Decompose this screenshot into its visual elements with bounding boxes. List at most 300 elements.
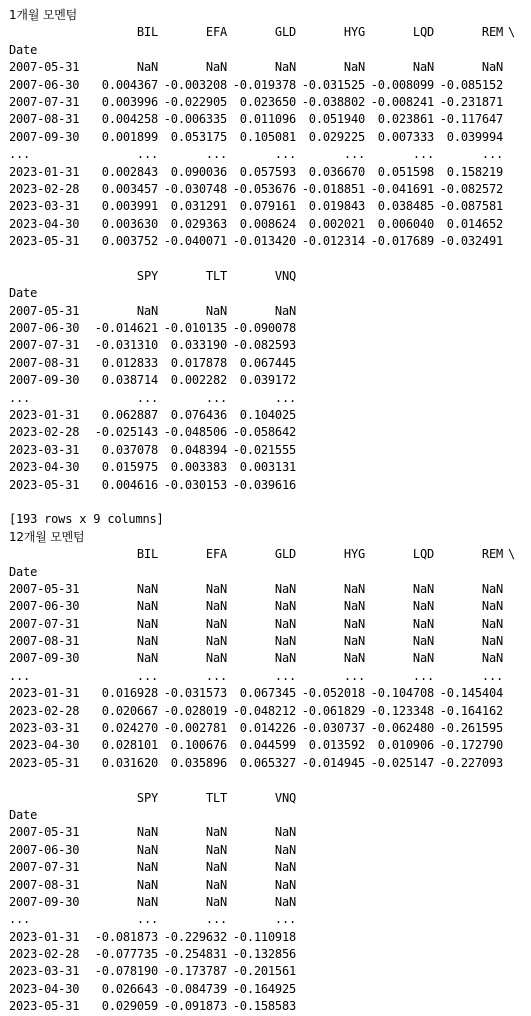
table-cell: NaN xyxy=(412,651,434,666)
column-header: REM xyxy=(481,25,503,40)
table-cell: -0.006335 xyxy=(163,112,227,127)
table-cell: ... xyxy=(136,912,158,927)
table-cell: NaN xyxy=(274,634,296,649)
table-cell: 0.039994 xyxy=(446,129,503,144)
table-cell: NaN xyxy=(412,599,434,614)
table-cell: -0.087581 xyxy=(439,199,503,214)
column-header: GLD xyxy=(274,547,296,562)
row-index: ... xyxy=(9,668,31,683)
row-index: 2023-05-31 xyxy=(9,999,80,1014)
table-cell: 0.033190 xyxy=(170,338,227,353)
table-row xyxy=(9,911,527,928)
table-cell: -0.058642 xyxy=(232,425,296,440)
row-index: 2023-05-31 xyxy=(9,234,80,249)
table-cell: NaN xyxy=(481,616,503,631)
table-cell: NaN xyxy=(343,616,365,631)
table-cell: -0.021555 xyxy=(232,442,296,457)
table-cell: -0.173787 xyxy=(163,964,227,979)
table-cell: NaN xyxy=(136,303,158,318)
table-cell: 0.019843 xyxy=(308,199,365,214)
table-cell: NaN xyxy=(205,60,227,75)
row-index: 2007-08-31 xyxy=(9,877,80,892)
table-cell: -0.081873 xyxy=(94,929,158,944)
table-row xyxy=(9,59,527,76)
table-cell: NaN xyxy=(205,634,227,649)
table-cell: 0.003752 xyxy=(101,234,158,249)
table-header-row xyxy=(9,24,527,41)
table-cell: 0.003991 xyxy=(101,199,158,214)
table-row xyxy=(9,477,527,494)
table-row xyxy=(9,755,527,772)
row-index: 2007-09-30 xyxy=(9,894,80,909)
table-cell: 0.023861 xyxy=(377,112,434,127)
row-index: 2007-08-31 xyxy=(9,355,80,370)
row-index: 2007-05-31 xyxy=(9,825,80,840)
table-row xyxy=(9,963,527,980)
table-cell: 0.024270 xyxy=(101,721,158,736)
table-cell: -0.085152 xyxy=(439,77,503,92)
table-cell: NaN xyxy=(274,894,296,909)
table-cell: -0.013420 xyxy=(232,234,296,249)
table-size-footer: [193 rows x 9 columns] xyxy=(9,512,164,527)
table-row xyxy=(9,824,527,841)
row-index: 2007-07-31 xyxy=(9,616,80,631)
table-cell: NaN xyxy=(481,581,503,596)
row-index: 2007-05-31 xyxy=(9,60,80,75)
row-index: 2007-09-30 xyxy=(9,651,80,666)
table-cell: NaN xyxy=(205,877,227,892)
table-row xyxy=(9,303,527,320)
table-cell: NaN xyxy=(136,616,158,631)
table-row xyxy=(9,407,527,424)
table-cell: NaN xyxy=(136,894,158,909)
table-cell: NaN xyxy=(136,599,158,614)
table-cell: -0.164925 xyxy=(232,981,296,996)
row-index: 2007-05-31 xyxy=(9,581,80,596)
table-row xyxy=(9,703,527,720)
table-cell: NaN xyxy=(481,599,503,614)
table-cell: NaN xyxy=(205,842,227,857)
table-cell: -0.082572 xyxy=(439,181,503,196)
table-cell: -0.164162 xyxy=(439,703,503,718)
table-cell: -0.032491 xyxy=(439,234,503,249)
table-cell: 0.004367 xyxy=(101,77,158,92)
row-index: 2007-06-30 xyxy=(9,77,80,92)
table-cell: 0.031291 xyxy=(170,199,227,214)
table-row xyxy=(9,720,527,737)
table-cell: -0.117647 xyxy=(439,112,503,127)
table-row xyxy=(9,181,527,198)
table-cell: ... xyxy=(205,668,227,683)
table-cell: NaN xyxy=(136,634,158,649)
table-cell: 0.038485 xyxy=(377,199,434,214)
table-cell: NaN xyxy=(343,634,365,649)
table-cell: 0.051940 xyxy=(308,112,365,127)
table-cell: -0.030737 xyxy=(301,721,365,736)
table-cell: NaN xyxy=(274,581,296,596)
table-row xyxy=(9,842,527,859)
table-cell: -0.053676 xyxy=(232,181,296,196)
table-header-row xyxy=(9,268,527,285)
table-cell: NaN xyxy=(136,651,158,666)
table-cell: 0.012833 xyxy=(101,355,158,370)
table-cell: NaN xyxy=(205,651,227,666)
row-index: 2007-09-30 xyxy=(9,129,80,144)
table-cell: ... xyxy=(481,668,503,683)
table-cell: -0.039616 xyxy=(232,477,296,492)
table-row xyxy=(9,650,527,667)
table-cell: -0.014945 xyxy=(301,755,365,770)
table-cell: ... xyxy=(205,912,227,927)
column-header: VNQ xyxy=(274,790,296,805)
table-cell: 0.044599 xyxy=(239,738,296,753)
row-index: 2023-04-30 xyxy=(9,460,80,475)
table-cell: 0.004258 xyxy=(101,112,158,127)
row-index: 2023-03-31 xyxy=(9,964,80,979)
table-row xyxy=(9,390,527,407)
table-cell: NaN xyxy=(412,634,434,649)
table-cell: NaN xyxy=(205,825,227,840)
row-index: ... xyxy=(9,147,31,162)
table-row xyxy=(9,233,527,250)
table-cell: 0.031620 xyxy=(101,755,158,770)
table-cell: -0.040071 xyxy=(163,234,227,249)
table-cell: 0.029363 xyxy=(170,216,227,231)
row-index: 2023-03-31 xyxy=(9,721,80,736)
table-cell: 0.037078 xyxy=(101,442,158,457)
table-row xyxy=(9,164,527,181)
column-header: EFA xyxy=(205,547,227,562)
table-cell: ... xyxy=(136,668,158,683)
row-index: 2007-05-31 xyxy=(9,303,80,318)
row-index: 2007-06-30 xyxy=(9,842,80,857)
table-cell: NaN xyxy=(205,599,227,614)
blank-line xyxy=(9,250,527,267)
row-index: 2023-01-31 xyxy=(9,929,80,944)
table-cell: 0.029225 xyxy=(308,129,365,144)
table-cell: -0.110918 xyxy=(232,929,296,944)
column-header: LQD xyxy=(412,25,434,40)
table-cell: 0.014226 xyxy=(239,721,296,736)
table-cell: -0.261595 xyxy=(439,721,503,736)
row-index: 2023-03-31 xyxy=(9,199,80,214)
index-name: Date xyxy=(9,286,38,301)
column-header: BIL xyxy=(136,25,158,40)
table-cell: -0.010135 xyxy=(163,321,227,336)
row-index: 2023-01-31 xyxy=(9,407,80,422)
table-cell: -0.031310 xyxy=(94,338,158,353)
table-cell: 0.038714 xyxy=(101,373,158,388)
table-cell: NaN xyxy=(274,60,296,75)
table-cell: -0.201561 xyxy=(232,964,296,979)
table-row xyxy=(9,929,527,946)
column-header: BIL xyxy=(136,547,158,562)
table-cell: -0.061829 xyxy=(301,703,365,718)
table-row xyxy=(9,216,527,233)
table-cell: -0.084739 xyxy=(163,981,227,996)
table-cell: 0.020667 xyxy=(101,703,158,718)
table-cell: NaN xyxy=(274,825,296,840)
table-cell: NaN xyxy=(481,651,503,666)
truncation-marker: \ xyxy=(507,547,515,562)
table-cell: 0.001899 xyxy=(101,129,158,144)
table-cell: 0.023650 xyxy=(239,94,296,109)
column-header: SPY xyxy=(136,268,158,283)
table-cell: 0.065327 xyxy=(239,755,296,770)
table-cell: -0.090078 xyxy=(232,321,296,336)
table-cell: 0.017878 xyxy=(170,355,227,370)
table-cell: -0.041691 xyxy=(370,181,434,196)
table-cell: 0.057593 xyxy=(239,164,296,179)
table-cell: 0.090036 xyxy=(170,164,227,179)
table-row xyxy=(9,459,527,476)
table-row xyxy=(9,129,527,146)
table-cell: 0.105081 xyxy=(239,129,296,144)
table-row xyxy=(9,859,527,876)
row-index: 2007-07-31 xyxy=(9,338,80,353)
table-row xyxy=(9,146,527,163)
table-row xyxy=(9,77,527,94)
column-header: TLT xyxy=(205,268,227,283)
table-cell: 0.051598 xyxy=(377,164,434,179)
index-name: Date xyxy=(9,564,38,579)
section-title: 12개월 모멘텀 xyxy=(9,529,85,544)
table-cell: NaN xyxy=(274,860,296,875)
table-cell: ... xyxy=(343,147,365,162)
row-index: ... xyxy=(9,390,31,405)
table-cell: 0.006040 xyxy=(377,216,434,231)
table-row xyxy=(9,616,527,633)
table-cell: 0.003457 xyxy=(101,181,158,196)
table-row xyxy=(9,998,527,1015)
table-cell: 0.015975 xyxy=(101,460,158,475)
table-row xyxy=(9,372,527,389)
column-header: HYG xyxy=(343,547,365,562)
table-cell: -0.031525 xyxy=(301,77,365,92)
table-cell: -0.028019 xyxy=(163,703,227,718)
table-row xyxy=(9,737,527,754)
table-row xyxy=(9,442,527,459)
table-cell: NaN xyxy=(274,303,296,318)
table-cell: -0.008099 xyxy=(370,77,434,92)
column-header: VNQ xyxy=(274,268,296,283)
table-cell: 0.002021 xyxy=(308,216,365,231)
console-output xyxy=(9,7,527,1016)
table-cell: ... xyxy=(274,390,296,405)
table-cell: 0.003383 xyxy=(170,460,227,475)
table-cell: ... xyxy=(274,668,296,683)
table-row xyxy=(9,111,527,128)
table-cell: 0.053175 xyxy=(170,129,227,144)
row-index: 2023-04-30 xyxy=(9,738,80,753)
row-index: ... xyxy=(9,912,31,927)
row-index: 2023-05-31 xyxy=(9,755,80,770)
table-cell: NaN xyxy=(343,599,365,614)
table-cell: 0.036670 xyxy=(308,164,365,179)
table-cell: 0.039172 xyxy=(239,373,296,388)
table-row xyxy=(9,981,527,998)
column-header: EFA xyxy=(205,25,227,40)
table-cell: ... xyxy=(412,668,434,683)
row-index: 2023-03-31 xyxy=(9,442,80,457)
table-cell: -0.019378 xyxy=(232,77,296,92)
table-row xyxy=(9,581,527,598)
table-cell: -0.227093 xyxy=(439,755,503,770)
index-name: Date xyxy=(9,42,38,57)
table-cell: -0.077735 xyxy=(94,947,158,962)
table-cell: ... xyxy=(205,390,227,405)
table-header-row xyxy=(9,546,527,563)
table-row xyxy=(9,424,527,441)
table-row xyxy=(9,894,527,911)
table-cell: -0.254831 xyxy=(163,947,227,962)
table-cell: 0.076436 xyxy=(170,407,227,422)
table-cell: ... xyxy=(136,147,158,162)
table-cell: -0.022905 xyxy=(163,94,227,109)
table-cell: -0.132856 xyxy=(232,947,296,962)
table-cell: 0.011096 xyxy=(239,112,296,127)
table-cell: NaN xyxy=(136,581,158,596)
table-cell: NaN xyxy=(274,877,296,892)
table-cell: -0.002781 xyxy=(163,721,227,736)
table-cell: NaN xyxy=(136,877,158,892)
table-cell: 0.003131 xyxy=(239,460,296,475)
table-cell: 0.003996 xyxy=(101,94,158,109)
table-row xyxy=(9,685,527,702)
row-index: 2007-07-31 xyxy=(9,860,80,875)
table-cell: NaN xyxy=(343,60,365,75)
table-cell: 0.048394 xyxy=(170,442,227,457)
table-cell: 0.158219 xyxy=(446,164,503,179)
table-cell: -0.091873 xyxy=(163,999,227,1014)
row-index: 2007-09-30 xyxy=(9,373,80,388)
table-cell: ... xyxy=(481,147,503,162)
table-cell: 0.016928 xyxy=(101,686,158,701)
table-cell: NaN xyxy=(274,842,296,857)
table-cell: 0.002843 xyxy=(101,164,158,179)
row-index: 2023-01-31 xyxy=(9,164,80,179)
table-cell: NaN xyxy=(205,303,227,318)
table-row xyxy=(9,598,527,615)
table-cell: -0.052018 xyxy=(301,686,365,701)
table-cell: 0.029059 xyxy=(101,999,158,1014)
table-cell: -0.030748 xyxy=(163,181,227,196)
table-cell: NaN xyxy=(343,651,365,666)
table-cell: NaN xyxy=(205,616,227,631)
table-cell: -0.012314 xyxy=(301,234,365,249)
table-header-row xyxy=(9,790,527,807)
table-cell: NaN xyxy=(412,60,434,75)
table-cell: -0.030153 xyxy=(163,477,227,492)
row-index: 2023-02-28 xyxy=(9,425,80,440)
table-cell: 0.010906 xyxy=(377,738,434,753)
column-header: SPY xyxy=(136,790,158,805)
row-index: 2023-04-30 xyxy=(9,981,80,996)
table-cell: -0.017689 xyxy=(370,234,434,249)
table-cell: -0.082593 xyxy=(232,338,296,353)
row-index: 2023-05-31 xyxy=(9,477,80,492)
table-cell: NaN xyxy=(274,616,296,631)
table-cell: ... xyxy=(412,147,434,162)
table-cell: 0.100676 xyxy=(170,738,227,753)
row-index: 2023-02-28 xyxy=(9,947,80,962)
row-index: 2007-06-30 xyxy=(9,599,80,614)
row-index: 2007-07-31 xyxy=(9,94,80,109)
header-index-spacer xyxy=(9,24,89,41)
table-cell: -0.031573 xyxy=(163,686,227,701)
table-cell: 0.004616 xyxy=(101,477,158,492)
table-cell: -0.104708 xyxy=(370,686,434,701)
table-cell: 0.002282 xyxy=(170,373,227,388)
table-cell: 0.079161 xyxy=(239,199,296,214)
table-row xyxy=(9,946,527,963)
row-index: 2023-04-30 xyxy=(9,216,80,231)
table-cell: 0.003630 xyxy=(101,216,158,231)
table-cell: NaN xyxy=(136,842,158,857)
header-index-spacer xyxy=(9,268,89,285)
section-title: 1개월 모멘텀 xyxy=(9,8,78,22)
table-cell: 0.013592 xyxy=(308,738,365,753)
table-cell: NaN xyxy=(274,651,296,666)
table-cell: NaN xyxy=(274,599,296,614)
row-index: 2023-02-28 xyxy=(9,703,80,718)
table-cell: -0.231871 xyxy=(439,94,503,109)
table-cell: -0.048212 xyxy=(232,703,296,718)
table-cell: ... xyxy=(274,147,296,162)
table-cell: -0.048506 xyxy=(163,425,227,440)
header-index-spacer xyxy=(9,546,89,563)
column-header: HYG xyxy=(343,25,365,40)
table-cell: -0.172790 xyxy=(439,738,503,753)
column-header: REM xyxy=(481,547,503,562)
index-name: Date xyxy=(9,807,38,822)
table-cell: NaN xyxy=(205,581,227,596)
blank-line xyxy=(9,494,527,511)
table-cell: 0.035896 xyxy=(170,755,227,770)
table-cell: NaN xyxy=(136,825,158,840)
table-row xyxy=(9,668,527,685)
table-cell: ... xyxy=(136,390,158,405)
column-header: GLD xyxy=(274,25,296,40)
table-cell: -0.014621 xyxy=(94,321,158,336)
table-cell: -0.025143 xyxy=(94,425,158,440)
table-cell: -0.145404 xyxy=(439,686,503,701)
table-cell: NaN xyxy=(412,581,434,596)
row-index: 2007-06-30 xyxy=(9,321,80,336)
table-cell: -0.158583 xyxy=(232,999,296,1014)
row-index: 2007-08-31 xyxy=(9,112,80,127)
column-header: LQD xyxy=(412,547,434,562)
table-cell: ... xyxy=(274,912,296,927)
table-row xyxy=(9,633,527,650)
table-cell: NaN xyxy=(481,634,503,649)
row-index: 2023-02-28 xyxy=(9,181,80,196)
table-row xyxy=(9,320,527,337)
table-cell: -0.025147 xyxy=(370,755,434,770)
table-row xyxy=(9,355,527,372)
table-cell: NaN xyxy=(205,860,227,875)
table-cell: NaN xyxy=(481,60,503,75)
table-cell: -0.018851 xyxy=(301,181,365,196)
table-cell: 0.062887 xyxy=(101,407,158,422)
table-cell: -0.003208 xyxy=(163,77,227,92)
table-cell: 0.014652 xyxy=(446,216,503,231)
table-cell: 0.026643 xyxy=(101,981,158,996)
table-cell: -0.062480 xyxy=(370,721,434,736)
table-cell: -0.123348 xyxy=(370,703,434,718)
table-cell: 0.007333 xyxy=(377,129,434,144)
table-cell: NaN xyxy=(412,616,434,631)
